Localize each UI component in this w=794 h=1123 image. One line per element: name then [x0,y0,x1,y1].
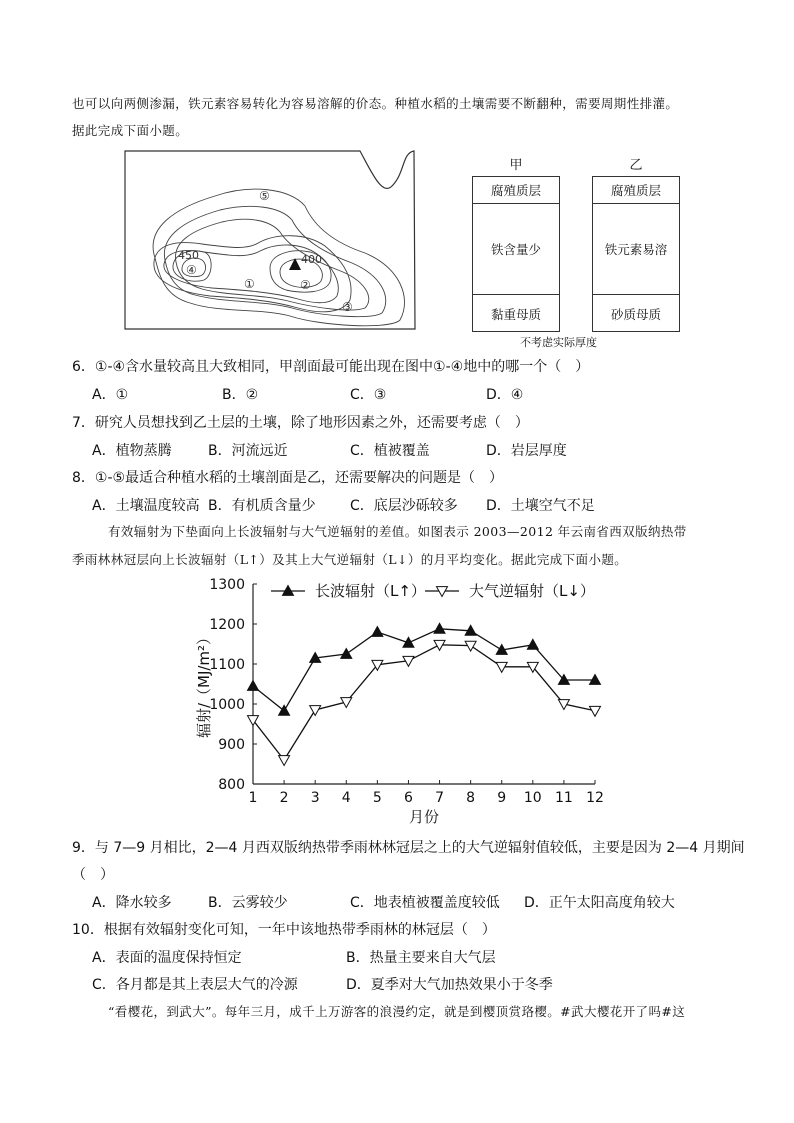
profile-layer-label: 黏重母质 [490,306,541,322]
x-tick-label: 7 [435,790,445,806]
question-7-option-d: D．岩层厚度 [486,443,567,459]
question-6-stem: 6．①-④含水量较高且大致相同，甲剖面最可能出现在图中①-④地中的哪一个（ ） [72,359,590,375]
series-2-point [590,706,601,716]
series-1-point [403,637,414,647]
question-6-option-c: C．③ [350,387,387,403]
profile-layer-label: 腐殖质层 [610,183,661,198]
elevation-450-label: 450 [178,249,199,262]
question-8-option-d: D．土壤空气不足 [486,498,595,514]
series-2-point [279,756,290,766]
intro-line-1: 也可以向两侧渗漏，铁元素容易转化为容易溶解的价态。种植水稻的土壤需要不断翻种，需要周期性排灌。 [72,96,679,111]
x-tick-label: 2 [279,790,289,806]
x-tick-label: 12 [586,790,604,806]
series-1-point [341,649,352,659]
profile-jia-layer-top [473,177,559,204]
contour-line [175,219,368,310]
question-9-option-c: C．地表植被覆盖度较低 [350,895,500,911]
point-4-label: ④ [186,263,197,277]
point-1-label: ① [244,277,255,291]
contour-map [120,148,420,334]
question-9-option-a: A．降水较多 [92,895,172,911]
question-9-stem-bracket: （ ） [72,867,114,883]
chart-axes [195,577,604,826]
profile-yi [592,176,680,332]
intro-line-2: 据此完成下面小题。 [72,123,189,138]
series-1-point [248,681,259,691]
profile-jia-layer-middle [473,204,559,295]
question-9-option-b: B．云雾较少 [208,895,288,911]
y-tick-label: 1300 [209,577,245,593]
passage2-line-2: 季雨林林冠层向上长波辐射（L↑）及其上大气逆辐射（L↓）的月平均变化。据此完成下面小题。 [72,552,628,567]
question-7-option-b: B．河流远近 [208,443,288,459]
x-tick-label: 9 [497,790,507,806]
peak-triangle-icon [289,258,301,270]
question-7-option-a: A．植物蒸腾 [92,443,172,459]
series-1-point [434,623,445,633]
profile-yi-layer-top [593,177,679,204]
point-3-label: ③ [342,300,353,314]
radiation-line-chart [185,574,625,830]
elevation-400-label: 400 [301,253,322,266]
x-tick-label: 1 [248,790,258,806]
x-tick-label: 5 [372,790,382,806]
profile-layer-label: 砂质母质 [610,306,661,322]
question-9-option-d: D．正午太阳高度角较大 [524,895,675,911]
question-10-option-d: D．夏季对大气加热效果小于冬季 [346,977,553,993]
x-tick-label: 8 [466,790,476,806]
profile-yi-layer-middle [593,204,679,295]
profile-note: 不考虑实际厚度 [520,336,597,349]
y-tick-label: 800 [218,777,245,793]
series-2-point [310,706,321,716]
series-line-1 [253,629,595,711]
profile-yi-layer-bottom [593,295,679,332]
y-tick-label: 1000 [209,697,245,713]
legend-label: 长波辐射（L↑） [315,582,426,600]
y-tick-label: 1200 [209,617,245,633]
x-tick-label: 3 [310,790,320,806]
profile-jia-title: 甲 [509,158,523,173]
question-10-option-c: C．各月都是其上表层大气的冷源 [92,977,298,993]
question-10-option-b: B．热量主要来自大气层 [346,950,496,966]
question-7-stem: 7．研究人员想找到乙土层的土壤，除了地形因素之外，还需要考虑（ ） [72,415,529,431]
question-8-option-c: C．底层沙砾较多 [350,498,458,514]
series-1-point [372,627,383,637]
passage2-line-1: 有效辐射为下垫面向上长波辐射与大气逆辐射的差值。如图表示 2003—2012 年云南省西双版纳热带 [108,524,687,539]
profile-jia [472,176,560,332]
x-tick-label: 4 [341,790,351,806]
legend-label: 大气逆辐射（L↓） [469,582,595,600]
question-10-stem: 10．根据有效辐射变化可知，一年中该地热带季雨林的林冠层（ ） [72,922,496,938]
profile-layer-label: 铁元素易溶 [604,242,668,257]
x-tick-label: 11 [554,790,573,806]
series-line-2 [253,645,595,760]
profile-jia-layer-bottom [473,295,559,332]
footer-passage-line: “看樱花，到武大”。每年三月，成千上万游客的浪漫约定，就是到樱顶赏珞樱。#武大樱花开了吗#这 [108,1004,686,1019]
question-6-option-b: B．② [222,387,259,403]
question-6-option-a: A．① [92,387,129,403]
profile-yi-title: 乙 [629,158,643,173]
chart-legend [271,582,595,600]
chart-series [248,623,601,765]
x-tick-label: 10 [523,790,542,806]
point-2-label: ② [300,278,311,292]
question-9-stem: 9．与 7—9 月相比，2—4 月西双版纳热带季雨林林冠层之上的大气逆辐射值较低，主要是因为 2—4 月期间 [72,840,745,856]
y-axis-label: 辐射/（MJ/m²） [195,629,213,739]
profile-layer-label: 铁含量少 [490,242,541,257]
y-tick-label: 900 [218,737,245,753]
x-tick-label: 6 [403,790,413,806]
question-8-stem: 8．①-⑤最适合种植水稻的土壤剖面是乙，还需要解决的问题是（ ） [72,470,504,486]
question-6-option-d: D．④ [486,387,524,403]
question-10-option-a: A．表面的温度保持恒定 [92,950,242,966]
point-5-label: ⑤ [259,189,270,203]
series-1-point [527,639,538,649]
profile-layer-label: 腐殖质层 [490,183,541,198]
question-7-option-c: C．植被覆盖 [350,443,430,459]
series-1-point [279,705,290,715]
question-8-option-b: B．有机质含量少 [208,498,316,514]
y-tick-label: 1100 [209,657,245,673]
x-axis-label: 月份 [408,808,440,826]
question-8-option-a: A．土壤温度较高 [92,498,200,514]
